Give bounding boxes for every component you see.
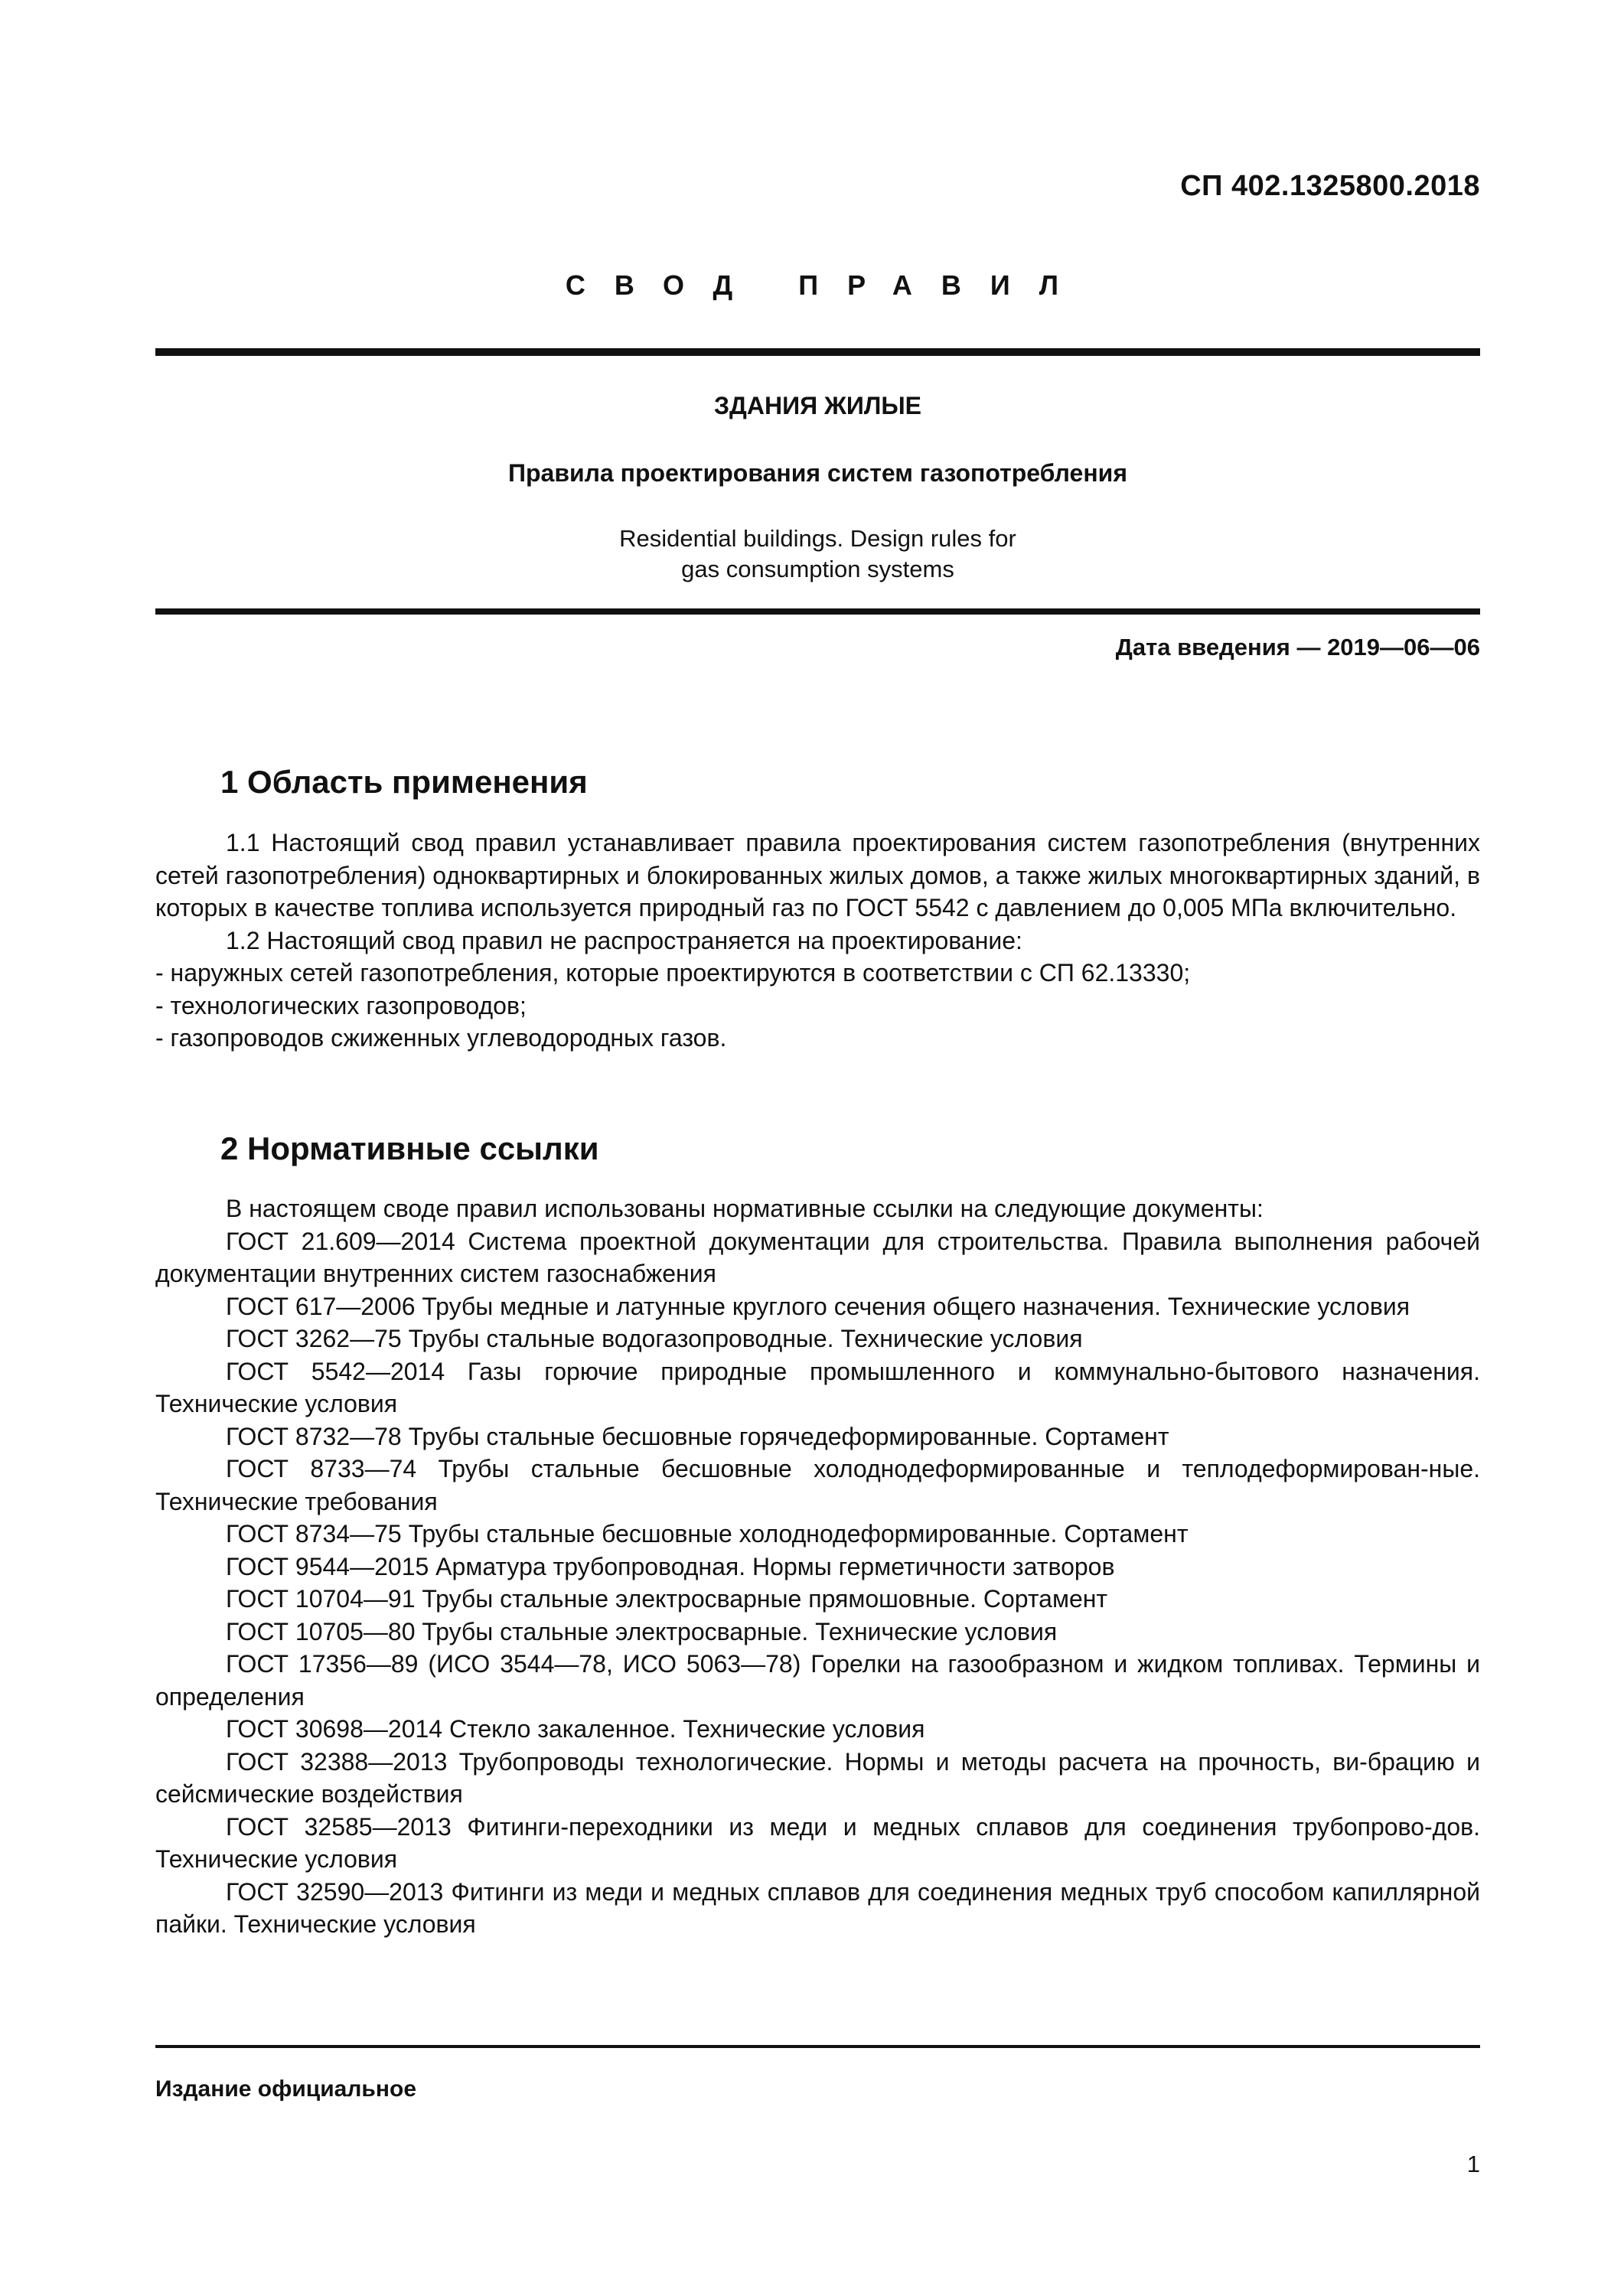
document-code: СП 402.1325800.2018 <box>1180 170 1480 202</box>
document-type-heading: СВОД ПРАВИЛ <box>565 269 1088 301</box>
reference-item: ГОСТ 10705—80 Трубы стальные электросварные. Технические условия <box>226 1617 1058 1645</box>
reference-item: ГОСТ 8734—75 Трубы стальные бесшовные холоднодеформированные. Сортамент <box>226 1520 1189 1548</box>
reference-item: ГОСТ 617—2006 Трубы медные и латунные круглого сечения общего назначения. Технические условия <box>226 1292 1410 1320</box>
reference-item: ГОСТ 21.609—2014 Система проектной документации для строительства. Правила выполнения рабочей документации внутренних систем газоснабжения <box>155 1227 1480 1287</box>
english-title-line-1: Residential buildings. Design rules for <box>619 525 1016 552</box>
section-2-body <box>155 1192 1480 1941</box>
list-item: - технологических газопроводов; <box>155 991 527 1019</box>
reference-item: ГОСТ 10704—91 Трубы стальные электросварные прямошовные. Сортамент <box>226 1585 1108 1613</box>
section-1-heading: 1 Область применения <box>220 764 588 800</box>
footer-rule <box>155 2045 1480 2048</box>
reference-item: ГОСТ 17356—89 (ИСО 3544—78, ИСО 5063—78) Горелки на газообразном и жидком топливах. Термины и определения <box>155 1650 1480 1711</box>
reference-item: ГОСТ 32590—2013 Фитинги из меди и медных сплавов для соединения медных труб способом капиллярной пайки. Технические условия <box>155 1877 1480 1938</box>
reference-item: ГОСТ 30698—2014 Стекло закаленное. Технические условия <box>226 1715 925 1743</box>
english-title <box>155 523 1480 585</box>
reference-item: ГОСТ 8733—74 Трубы стальные бесшовные холоднодеформированные и теплодеформирован-ные. Технические требования <box>155 1455 1480 1515</box>
references-intro: В настоящем своде правил использованы нормативные ссылки на следующие документы: <box>226 1195 1264 1222</box>
reference-item: ГОСТ 9544—2015 Арматура трубопроводная. Нормы герметичности затворов <box>226 1552 1115 1580</box>
introduction-date: Дата введения — 2019—06—06 <box>1115 634 1480 660</box>
section-2-heading: 2 Нормативные ссылки <box>220 1130 599 1166</box>
paragraph-1-2: 1.2 Настоящий свод правил не распространяется на проектирование: <box>226 926 1022 954</box>
official-edition-label: Издание официальное <box>155 2076 417 2102</box>
reference-item: ГОСТ 32388—2013 Трубопроводы технологические. Нормы и методы расчета на прочность, ви-брацию и сейсмические воздействия <box>155 1747 1480 1808</box>
page-number: 1 <box>1466 2151 1480 2177</box>
list-item: - газопроводов сжиженных углеводородных газов. <box>155 1024 727 1052</box>
reference-item: ГОСТ 32585—2013 Фитинги-переходники из меди и медных сплавов для соединения трубопрово-дов. Технические условия <box>155 1812 1480 1873</box>
reference-item: ГОСТ 8732—78 Трубы стальные бесшовные горячедеформированные. Сортамент <box>226 1422 1169 1450</box>
section-1-body <box>155 827 1480 1055</box>
document-title: ЗДАНИЯ ЖИЛЫЕ <box>714 392 921 419</box>
list-item: - наружных сетей газопотребления, которые проектируются в соответствии с СП 62.13330; <box>155 959 1191 987</box>
reference-item: ГОСТ 3262—75 Трубы стальные водогазопроводные. Технические условия <box>226 1325 1083 1352</box>
top-thick-rule <box>155 348 1480 356</box>
title-bottom-rule <box>155 608 1480 615</box>
reference-item: ГОСТ 5542—2014 Газы горючие природные промышленного и коммунально-бытового назначения. Технические условия <box>155 1357 1480 1417</box>
english-title-line-2: gas consumption systems <box>681 556 954 582</box>
document-subtitle: Правила проектирования систем газопотребления <box>507 459 1128 487</box>
paragraph-1-1: 1.1 Настоящий свод правил устанавливает правила проектирования систем газопотребления (внутренних сетей газопотребления) одноквартирных и блокированных жилых домов, а также жилых многоквартирных зданий, в которых в качестве топлива используется природный газ по ГОСТ 5542 с давлением до 0,005 МПа включительно. <box>155 829 1480 921</box>
